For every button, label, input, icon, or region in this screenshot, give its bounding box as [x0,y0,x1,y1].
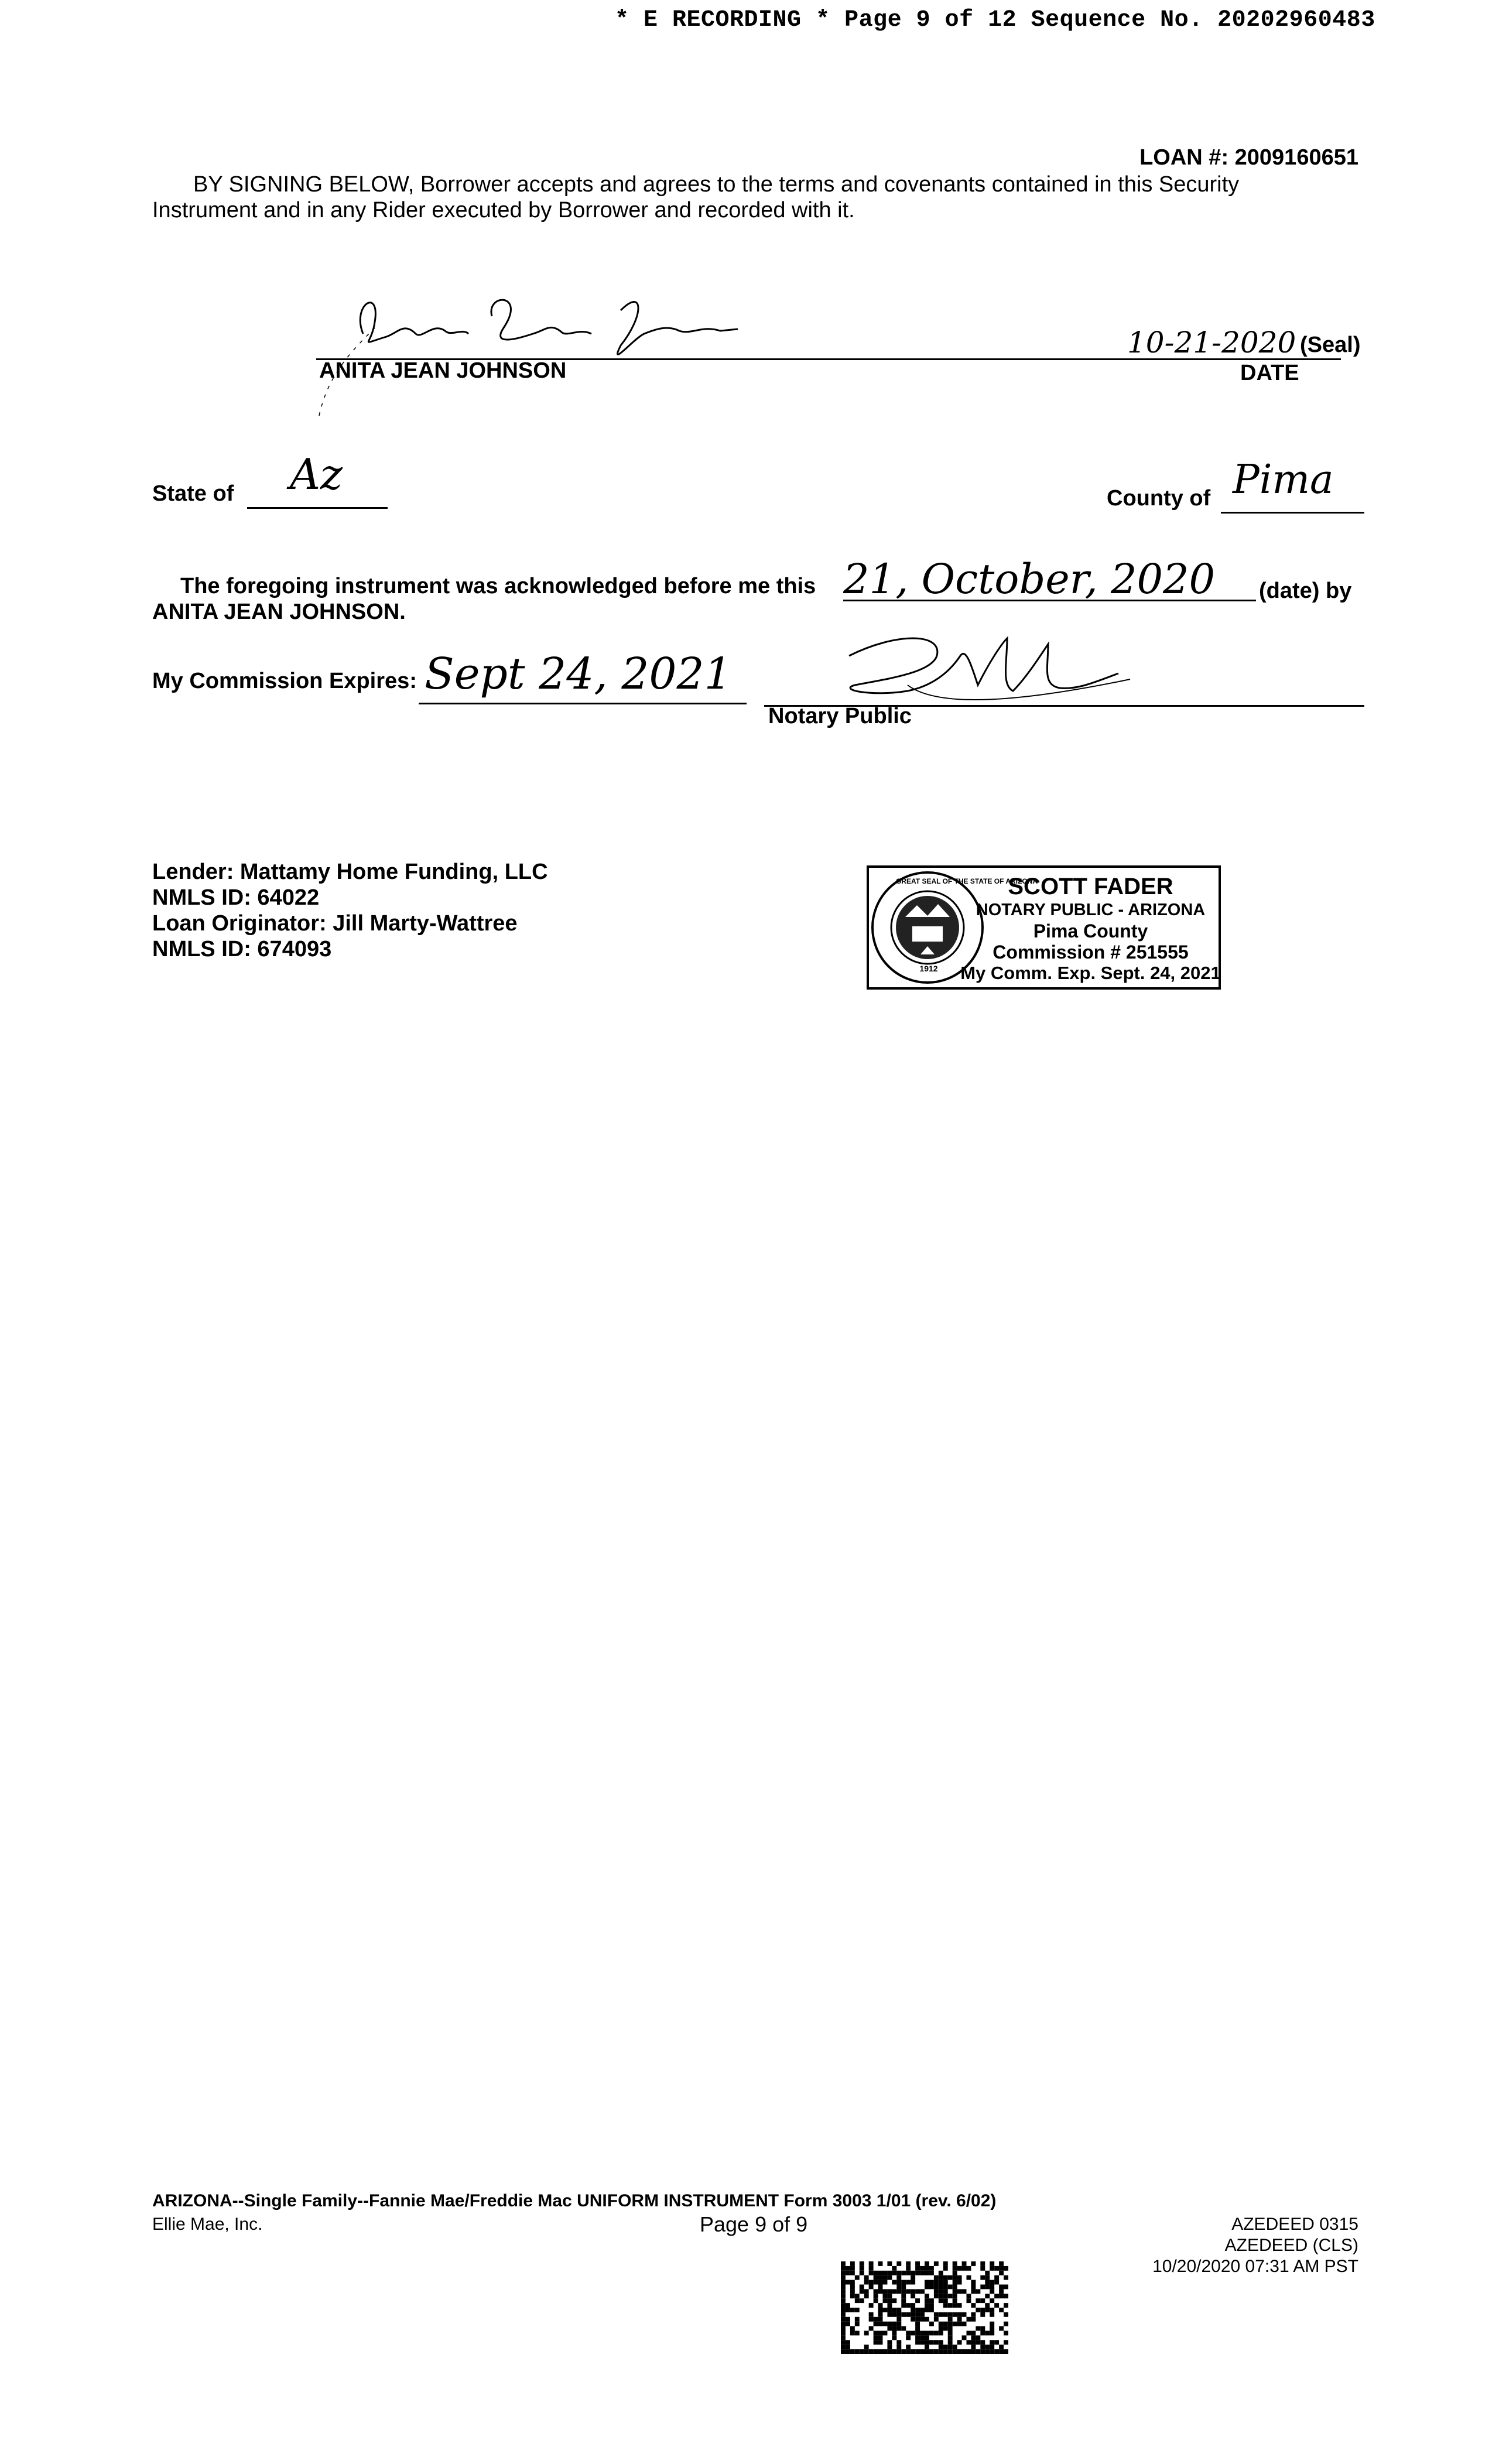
barcode-icon [841,2261,1008,2354]
acknowledgment-prefix: The foregoing instrument was acknowledged before me this [180,574,816,598]
lender-nmls-id: NMLS ID: 64022 [152,885,320,910]
originator-nmls-id: NMLS ID: 674093 [152,937,332,961]
county-line [1221,512,1364,514]
footer-timestamp: 10/20/2020 07:31 AM PST [1152,2257,1358,2276]
state-label: State of [152,481,234,506]
footer-form-line: ARIZONA--Single Family--Fannie Mae/Freddie Mac UNIFORM INSTRUMENT Form 3003 1/01 (rev. 6/02) [152,2191,997,2210]
footer-page-number: Page 9 of 9 [700,2212,808,2236]
seal-year: 1912 [919,964,938,973]
seal-label: (Seal) [1300,333,1361,357]
notary-public-label: Notary Public [768,704,912,728]
stamp-notary-name: SCOTT FADER [1008,874,1173,899]
footer-code-1: AZEDEED 0315 [1231,2215,1358,2234]
acknowledgment-suffix: (date) by [1259,579,1352,603]
acknowledgment-date-value: 21, October, 2020 [843,555,1216,603]
state-value: Az [290,450,343,499]
stamp-county: Pima County [1033,920,1148,942]
commission-expires-label: My Commission Expires: [152,669,417,693]
commission-expires-value: Sept 24, 2021 [425,649,732,699]
acknowledgment-name: ANITA JEAN JOHNSON. [152,600,406,624]
intro-line-1: BY SIGNING BELOW, Borrower accepts and agrees to the terms and covenants contained in this Security [193,172,1240,197]
county-label: County of [1107,486,1211,511]
borrower-name: ANITA JEAN JOHNSON [319,358,567,383]
stamp-notary-title: NOTARY PUBLIC - ARIZONA [976,901,1206,919]
seal-ring-text: GREAT SEAL OF THE STATE OF ARIZONA [896,877,1038,885]
loan-originator: Loan Originator: Jill Marty-Wattree [152,911,518,936]
footer-company: Ellie Mae, Inc. [152,2215,263,2234]
commission-expires-line [419,703,747,704]
stamp-commission-number: Commission # 251555 [993,942,1189,963]
stamp-commission-expires: My Comm. Exp. Sept. 24, 2021 [960,963,1221,983]
county-value: Pima [1233,457,1334,503]
intro-line-2: Instrument and in any Rider executed by Borrower and recorded with it. [152,198,855,223]
state-line [247,507,388,509]
signature-date-handwritten: 10-21-2020 [1127,326,1296,360]
date-label: DATE [1240,361,1299,385]
lender-name: Lender: Mattamy Home Funding, LLC [152,860,548,884]
loan-number: LOAN #: 2009160651 [1139,145,1358,170]
recording-header: * E RECORDING * Page 9 of 12 Sequence No. 20202960483 [615,7,1375,33]
footer-code-2: AZEDEED (CLS) [1224,2236,1358,2255]
